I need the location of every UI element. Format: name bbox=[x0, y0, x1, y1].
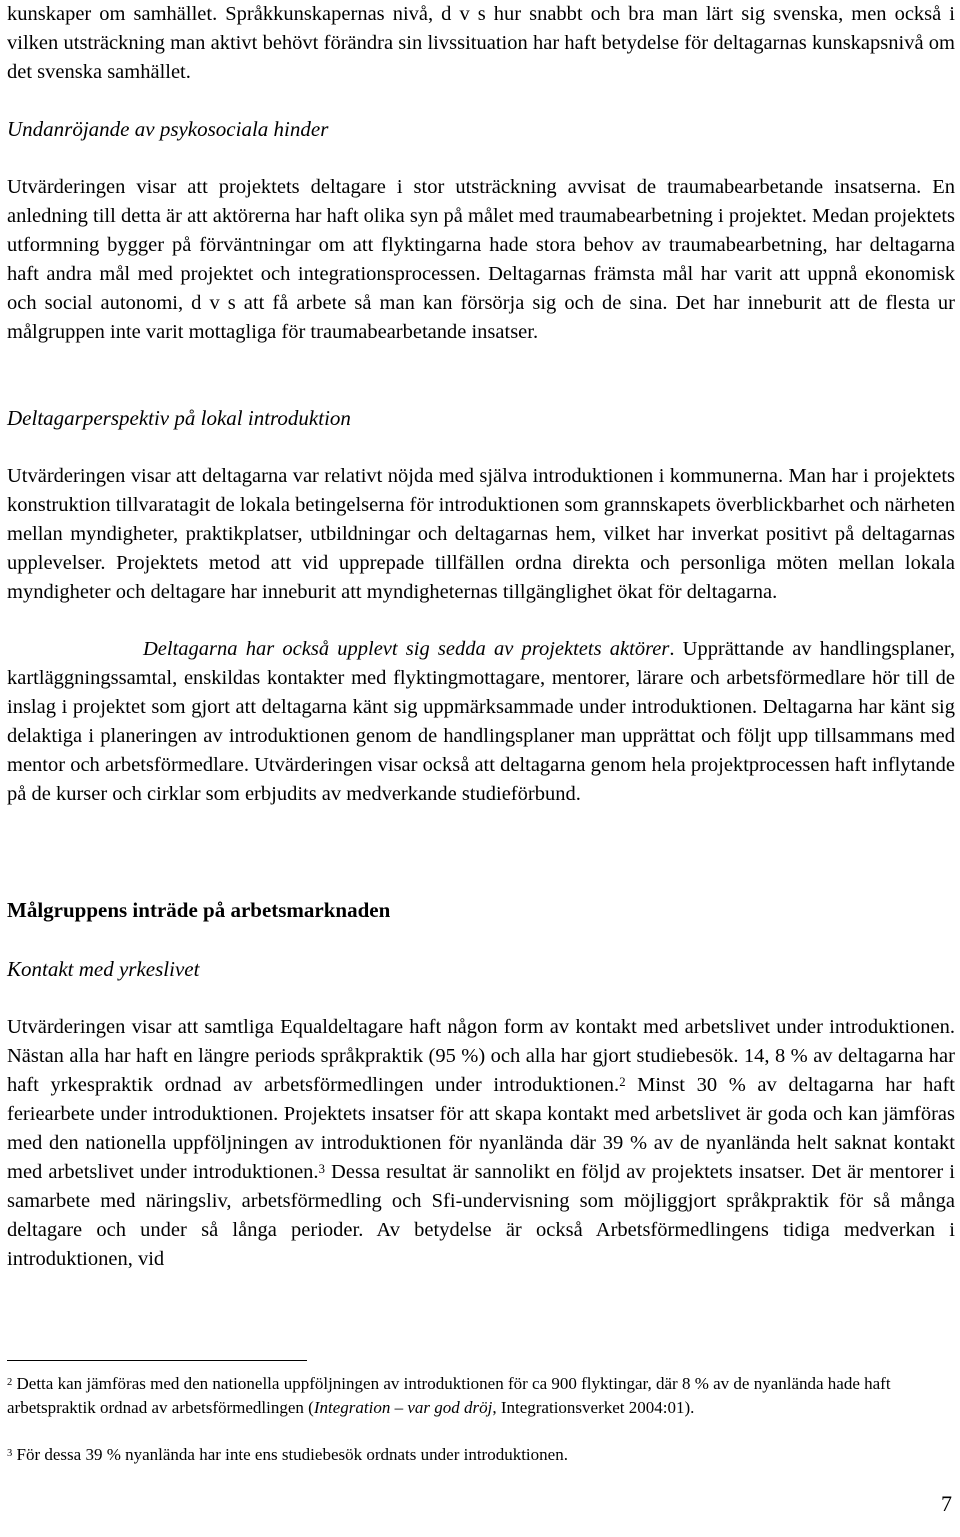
footnote-3 bbox=[7, 1443, 955, 1467]
footnote-3-text: För dessa 39 % nyanlända har inte ens studiebesök ordnats under introduktionen. bbox=[12, 1445, 568, 1464]
paragraph-kontakt-text-b: Minst 30 % av deltagarna har haft feriearbete under introduktionen. Projektets insatser för att skapa kontakt med arbetslivet är goda och kan jämföras med den nationella uppföljningen av introduktionen för nyanlända där 39 % av de nyanlända helt saknat kontakt med arbetslivet under introduktionen. bbox=[7, 1074, 956, 1183]
paragraph-deltagarperspektiv-2 bbox=[7, 635, 955, 809]
paragraph-kontakt-yrkeslivet bbox=[7, 1013, 955, 1274]
paragraph-deltagarperspektiv bbox=[7, 462, 955, 607]
paragraph-deltagarperspektiv-text: Utvärderingen visar att deltagarna var relativt nöjda med själva introduktionen i kommunerna. Man har i projektets konstruktion tillvaratagit de lokala betingelserna för introduktionen som grannskapets överblickbarhet och närheten mellan myndigheter, praktikplatser, utbildningar och deltagarnas hem, vilket har inverkat positivt på deltagarnas upplevelser. Projektets metod att vid upprepade tillfällen ordna direkta och personliga möten mellan lokala myndigheter och deltagare har inneburit att myndigheternas tillgänglighet ökat för deltagarna. bbox=[7, 465, 955, 603]
footnote-2 bbox=[7, 1372, 955, 1420]
paragraph-deltagarperspektiv-2-text: . Upprättande av handlingsplaner, kartläggningssamtal, enskildas kontakter med flyktingmottagare, mentorer, lärare och arbetsförmedlare hör till de inslag i projektet som gjort att deltagarna känt sig uppmärksammade under introduktionen. Deltagarna har känt sig delaktiga i planeringen av introduktionen genom de handlingsplaner man upprättat och följt upp tillsammans med mentor och arbetsförmedlare. Utvärderingen visar också att deltagarna genom hela projektprocessen haft inflytande på de kurser och cirklar som erbjudits av medverkande studieförbund. bbox=[7, 638, 955, 805]
heading-psykosociala-hinder: Undanröjande av psykosociala hinder bbox=[7, 117, 329, 141]
heading-malgruppens-intrade: Målgruppens inträde på arbetsmarknaden bbox=[7, 898, 391, 922]
footnote-2-title: Integration – var god dröj bbox=[313, 1398, 493, 1417]
footnote-3-mark: 3 bbox=[7, 1447, 13, 1459]
paragraph-intro-text: kunskaper om samhället. Språkkunskapernas nivå, d v s hur snabbt och bra man lärt sig svenska, men också i vilken utsträckning man aktivt behövt förändra sin livssituation har haft betydelse för deltagarnas kunskapsnivå om det svenska samhället. bbox=[7, 3, 955, 83]
emphasis-seen-by-actors: Deltagarna har också upplevt sig sedda av projektets aktörer bbox=[143, 638, 670, 660]
footnote-2-text-a: Detta kan jämföras med den nationella uppföljningen av introduktionen för ca 900 flyktingar, där 8 % av de nyanlända hade haft arbetspraktik ordnad av arbetsförmedlingen ( bbox=[7, 1374, 891, 1417]
footnote-2-text-b: , Integrationsverket 2004:01). bbox=[492, 1398, 695, 1417]
paragraph-kontakt-text-a: Utvärderingen visar att samtliga Equaldeltagare haft någon form av kontakt med arbetslivet under introduktionen. Nästan alla har haft en längre periods språkpraktik (95 %) och alla har gjort studiebesök. 14, 8 % av deltagarna har haft yrkespraktik ordnad av arbetsförmedlingen under introduktionen. bbox=[7, 1016, 955, 1096]
heading-kontakt-med-yrkeslivet: Kontakt med yrkeslivet bbox=[7, 957, 200, 981]
footnote-ref-2: 2 bbox=[619, 1074, 626, 1089]
paragraph-intro bbox=[7, 0, 955, 87]
footnote-ref-3: 3 bbox=[318, 1161, 325, 1176]
footnote-divider bbox=[7, 1360, 307, 1361]
paragraph-psykosociala-text: Utvärderingen visar att projektets deltagare i stor utsträckning avvisat de traumabearbetande insatserna. En anledning till detta är att aktörerna har haft olika syn på målet med traumabearbetning i projektet. Medan projektets utformning bygger på förväntningar om att flyktingarna hade stora behov av traumabearbetning, har deltagarna haft andra mål med projektet och integrationsprocessen. Deltagarnas främsta mål har varit att uppnå ekonomisk och social autonomi, d v s att få arbete så man kan försörja sig och de sina. Det har inneburit att de flesta ur målgruppen inte varit mottagliga för traumabearbetande insatser. bbox=[7, 176, 955, 343]
footnote-2-mark: 2 bbox=[7, 1376, 13, 1388]
page-number: 7 bbox=[941, 1491, 952, 1516]
paragraph-kontakt-text-c: Dessa resultat är sannolikt en följd av projektets insatser. Det är mentorer i samarbete med näringsliv, arbetsförmedling och Sfi-undervisning som möjliggjort språkpraktik för så många deltagare och under så långa perioder. Av betydelse är också Arbetsförmedlingens tidiga medverkan i introduktionen, vid bbox=[7, 1161, 956, 1270]
heading-deltagarperspektiv: Deltagarperspektiv på lokal introduktion bbox=[7, 406, 351, 430]
paragraph-psykosociala bbox=[7, 173, 955, 347]
